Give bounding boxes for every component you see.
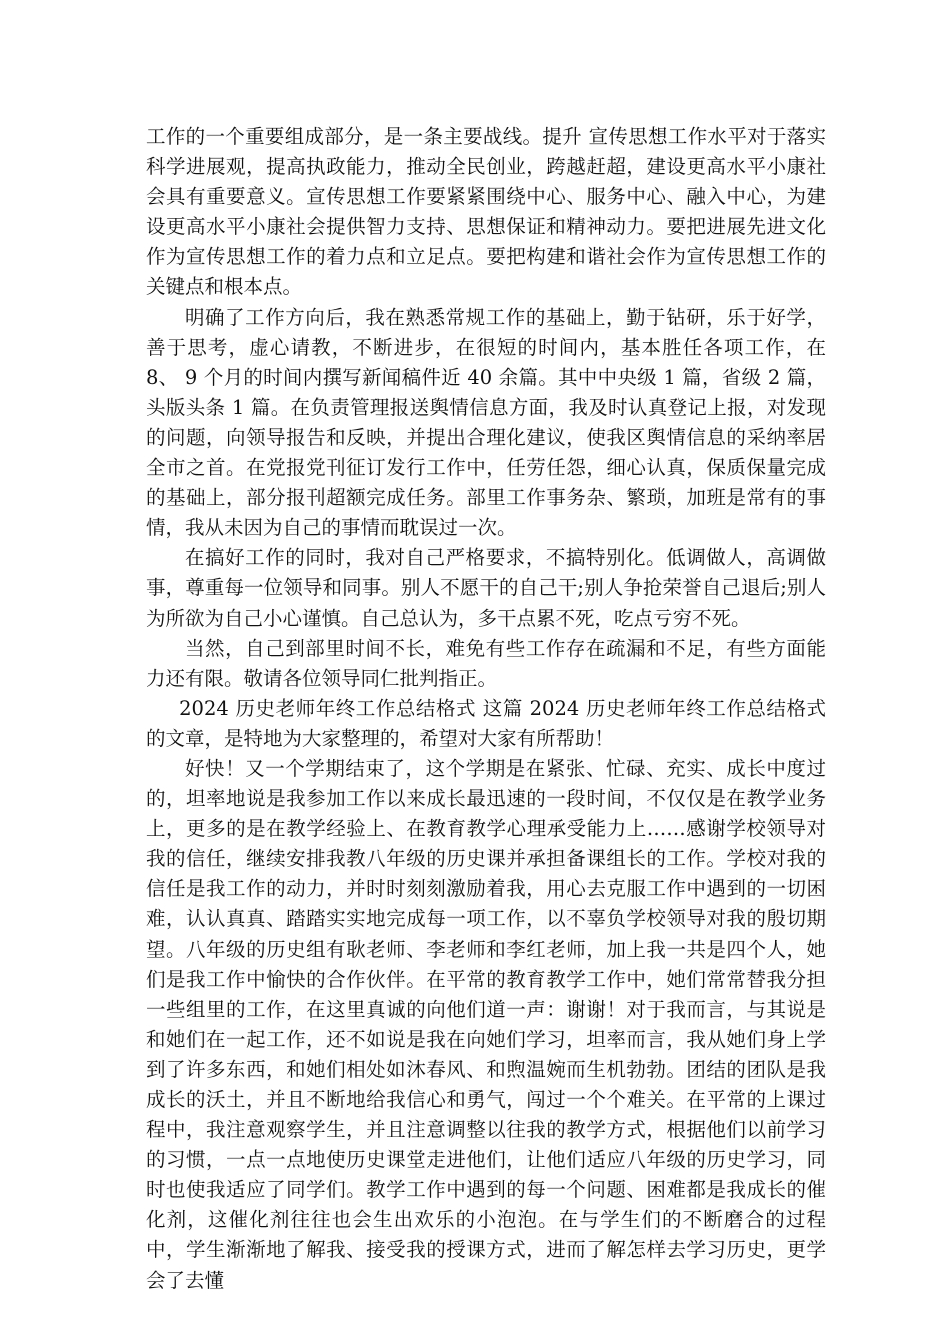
paragraph-work-direction: 明确了工作方向后，我在熟悉常规工作的基础上，勤于钻研，乐于好学，善于思考，虚心请教，不断进步，在很短的时间内，基本胜任各项工作，在 8、 9 个月的时间内撰写新闻稿件近 40 余篇。其中中央级 1 篇，省级 2 篇，头版头条 1 篇。在负责管理报送舆情信息方面，我及时认真登记上报，对发现的问题，向领导报告和反映，并提出合理化建议，使我区舆情信息的采纳率居全市之首。在党报党刊征订发行工作中，任劳任怨，细心认真，保质保量完成的基础上，部分报刊超额完成任务。部里工作事务杂、繁琐，加班是常有的事情，我从未因为自己的事情而耽误过一次。: [146, 305, 826, 540]
paragraph-semester-summary: 好快！又一个学期结束了，这个学期是在紧张、忙碌、充实、成长中度过的，坦率地说是我参加工作以来成长最迅速的一段时间，不仅仅是在教学业务上，更多的是在教学经验上、在教育教学心理承受能力上……感谢学校领导对我的信任，继续安排我教八年级的历史课并承担备课组长的工作。学校对我的信任是我工作的动力，并时时刻刻激励着我，用心去克服工作中遇到的一切困难，认认真真、踏踏实实地完成每一项工作，以不辜负学校领导对我的殷切期望。八年级的历史组有耿老师、李老师和李红老师，加上我一共是四个人，她们是我工作中愉快的合作伙伴。在平常的教育教学工作中，她们常常替我分担一些组里的工作，在这里真诚的向他们道一声：谢谢！对于我而言，与其说是和她们在一起工作，还不如说是我在向她们学习，坦率而言，我从她们身上学到了许多东西，和她们相处如沐春风、和煦温婉而生机勃勃。团结的团队是我成长的沃土，并且不断地给我信心和勇气，闯过一个个难关。在平常的上课过程中，我注意观察学生，并且注意调整以往我的教学方式，根据他们以前学习的习惯，一点一点地使历史课堂走进他们，让他们适应八年级的历史学习，同时也使我适应了同学们。教学工作中遇到的每一个问题、困难都是我成长的催化剂，这催化剂往往也会生出欢乐的小泡泡。在与学生们的不断磨合的过程中，学生渐渐地了解我、接受我的授课方式，进而了解怎样去学习历史，更学会了去懂: [146, 756, 826, 1292]
paragraph-shortcomings: 当然，自己到部里时间不长，难免有些工作存在疏漏和不足，有些方面能力还有限。敬请各位领导同仁批判指正。: [146, 636, 826, 690]
document-page: [146, 122, 826, 1296]
paragraph-continuation: 工作的一个重要组成部分，是一条主要战线。提升 宣传思想工作水平对于落实科学进展观，提高执政能力，推动全民创业，跨越赶超，建设更高水平小康社会具有重要意义。宣传思想工作要紧紧围绕中心、服务中心、融入中心，为建设更高水平小康社会提供智力支持、思想保证和精神动力。要把进展先进文化作为宣传思想工作的着力点和立足点。要把构建和谐社会作为宣传思想工作的关键点和根本点。: [146, 125, 826, 299]
paragraph-article-intro: 2024 历史老师年终工作总结格式 这篇 2024 历史老师年终工作总结格式的文章，是特地为大家整理的，希望对大家有所帮助！: [146, 696, 826, 750]
paragraph-self-requirement: 在搞好工作的同时，我对自己严格要求，不搞特别化。低调做人，高调做事，尊重每一位领导和同事。别人不愿干的自己干;别人争抢荣誉自己退后;别人为所欲为自己小心谨慎。自己总认为，多干点累不死，吃点亏穷不死。: [146, 546, 826, 630]
